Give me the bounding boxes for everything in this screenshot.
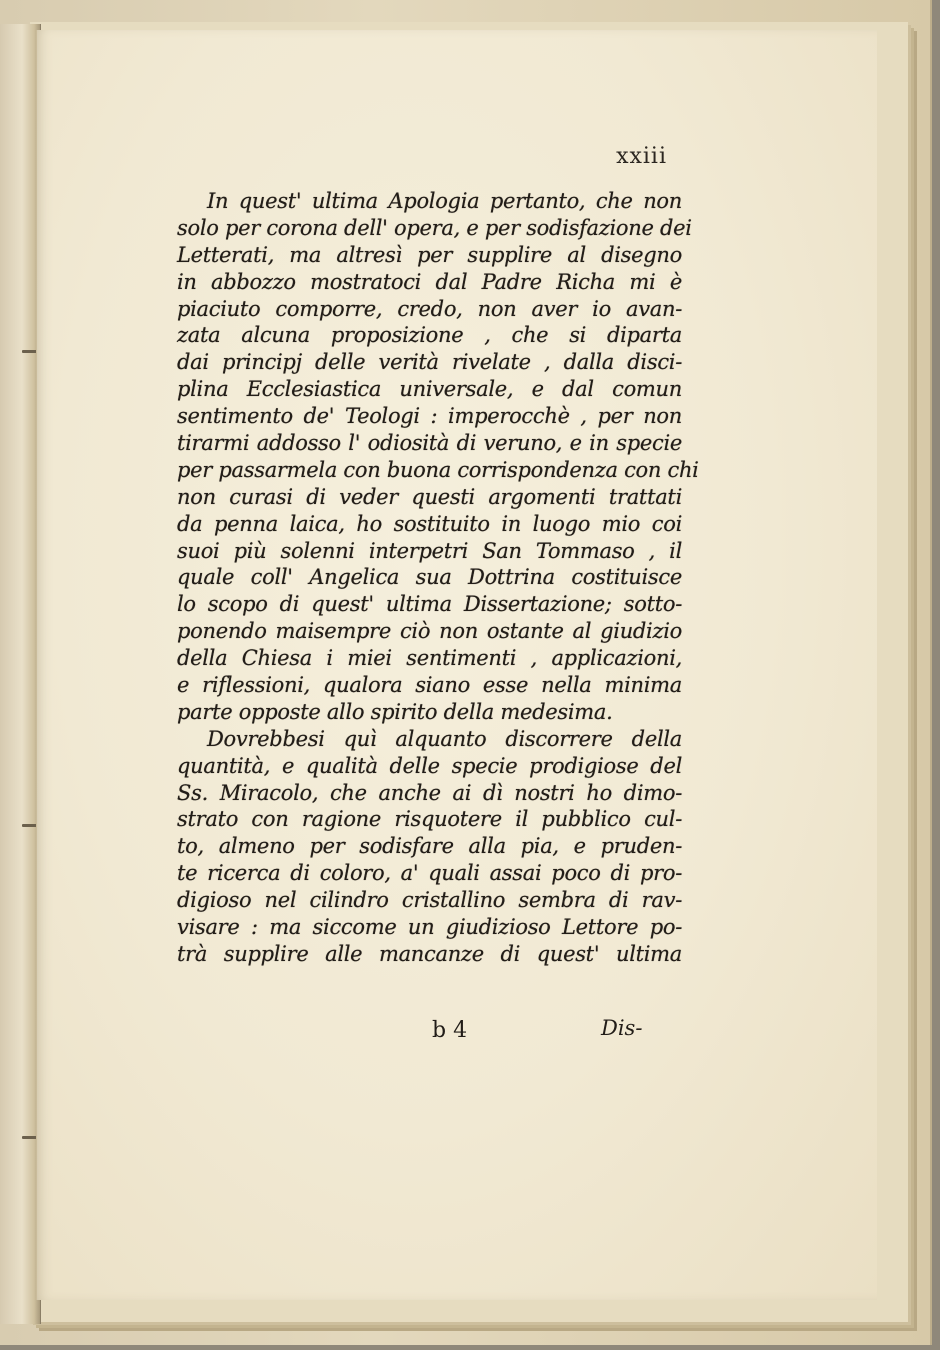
text-line: da penna laica, ho sostituito in luogo mio coi — [177, 511, 682, 536]
text-line: quantità, e qualità delle specie prodigiose del — [177, 753, 682, 778]
page-number: xxiii — [616, 144, 667, 169]
body-text — [177, 188, 699, 968]
text-line: dai principj delle verità rivelate , dalla disci- — [177, 350, 682, 375]
text-line: zata alcuna proposizione , che si diparta — [177, 323, 682, 348]
text-line: sentimento de' Teologi : imperocchè , per non — [177, 404, 682, 429]
text-line: per passarmela con buona corrispondenza con chi — [177, 457, 699, 482]
text-line: piaciuto comporre, credo, non aver io avan- — [177, 296, 682, 321]
left-page-edge — [0, 24, 41, 1324]
text-line: In quest' ultima Apologia pertanto, che non — [207, 189, 682, 213]
text-line: plina Ecclesiastica universale, e dal comun — [177, 377, 682, 402]
text-line: strato con ragione risquotere il pubblico cul- — [177, 807, 682, 832]
text-line: Letterati, ma altresì per supplire al disegno — [177, 242, 682, 267]
text-line: in abbozzo mostratoci dal Padre Richa mi è — [177, 269, 682, 294]
text-line: Dovrebbesi quì alquanto discorrere della — [207, 726, 682, 751]
text-line: tirarmi addosso l' odiosità di veruno, e in specie — [177, 431, 682, 456]
text-line: te ricerca di coloro, a' quali assai poco di pro- — [177, 861, 682, 886]
text-line: lo scopo di quest' ultima Dissertazione; sotto- — [177, 592, 682, 617]
text-line: trà supplire alle mancanze di quest' ultima — [177, 941, 682, 966]
catchword: Dis- — [601, 1016, 643, 1040]
signature-mark: b 4 — [432, 1018, 468, 1043]
text-line: della Chiesa i miei sentimenti , applicazioni, — [177, 646, 682, 671]
text-line: solo per corona dell' opera, e per sodisfazione dei — [177, 215, 692, 240]
book-page — [36, 30, 877, 1300]
text-line: digioso nel cilindro cristallino sembra di rav- — [177, 888, 682, 913]
text-line: non curasi di veder questi argomenti trattati — [177, 484, 682, 509]
text-line: ponendo maisempre ciò non ostante al giudizio — [177, 619, 682, 644]
text-line: parte opposte allo spirito della medesima. — [177, 699, 613, 724]
text-line: visare : ma siccome un giudizioso Lettore po- — [177, 915, 682, 940]
text-line: suoi più solenni interpetri San Tommaso , il — [177, 538, 682, 563]
text-line: e riflessioni, qualora siano esse nella minima — [177, 673, 682, 698]
text-line: to, almeno per sodisfare alla pia, e pruden- — [177, 834, 682, 859]
text-line: quale coll' Angelica sua Dottrina costituisce — [177, 565, 682, 590]
text-line: Ss. Miracolo, che anche ai dì nostri ho dimo- — [177, 780, 682, 805]
